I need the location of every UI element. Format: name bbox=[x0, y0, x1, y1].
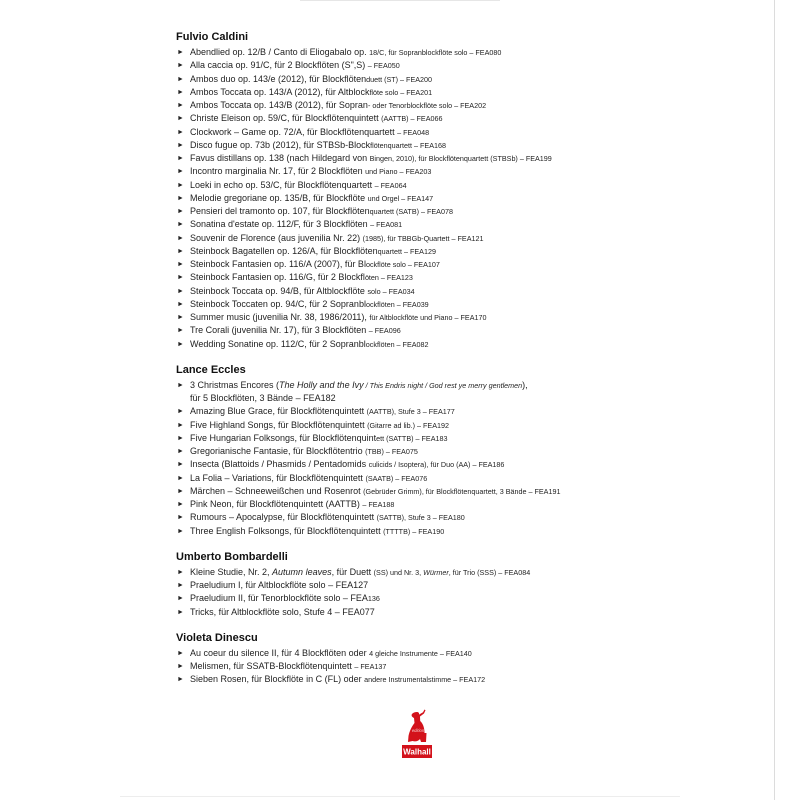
work-text: The Holly and the Ivy bbox=[279, 379, 364, 390]
work-item bbox=[176, 498, 766, 511]
work-item bbox=[176, 566, 766, 579]
work-text: Five Hungarian Folksongs, für Blockflötenquint bbox=[190, 432, 377, 443]
work-text: culicids / Isoptera), für Duo (AA) – FEA186 bbox=[368, 460, 505, 470]
work-text: öten – FEA123 bbox=[364, 273, 413, 283]
work-item bbox=[176, 311, 766, 324]
work-text: Steinbock Bagatellen op. 126/A, für Blockflöten bbox=[190, 245, 378, 256]
work-text: Praeludium II, für Tenorblockflöte solo – FEA bbox=[190, 593, 368, 604]
work-text: für Altblockflöte und Piano – FEA170 bbox=[369, 313, 487, 322]
work-item bbox=[176, 165, 766, 178]
work-text: (SS) und Nr. 3, bbox=[373, 567, 424, 577]
work-text: (SAATB) – FEA076 bbox=[365, 473, 428, 483]
logo-wordmark: Walhall bbox=[403, 747, 431, 757]
work-item bbox=[176, 405, 766, 418]
work-item bbox=[176, 525, 766, 538]
bullet-arrow-icon: ► bbox=[177, 234, 184, 242]
work-item bbox=[176, 59, 766, 72]
bullet-arrow-icon: ► bbox=[177, 461, 184, 469]
work-item bbox=[176, 245, 766, 258]
work-text: ett (SATTB) – FEA183 bbox=[376, 433, 448, 443]
work-text: flötenquartett – FEA168 bbox=[370, 140, 447, 150]
bullet-arrow-icon: ► bbox=[177, 514, 184, 522]
bullet-arrow-icon: ► bbox=[177, 155, 184, 162]
work-text: Kleine Studie, Nr. 2, bbox=[190, 566, 273, 577]
work-text: 136 bbox=[367, 594, 380, 604]
work-text: Autumn leaves bbox=[272, 566, 332, 577]
work-text: 3 Christmas Encores ( bbox=[190, 379, 280, 390]
bullet-arrow-icon: ► bbox=[177, 527, 184, 535]
work-item bbox=[176, 139, 766, 152]
bullet-arrow-icon: ► bbox=[177, 62, 184, 70]
bullet-arrow-icon: ► bbox=[177, 340, 184, 348]
work-item bbox=[176, 419, 766, 432]
work-item bbox=[176, 46, 766, 59]
works-list bbox=[176, 46, 766, 351]
bullet-arrow-icon: ► bbox=[177, 663, 184, 670]
bullet-arrow-icon: ► bbox=[177, 128, 184, 136]
work-text: (Gebrüder Grimm), für Blockflötenquartett, 3 Bände – FEA191 bbox=[363, 486, 561, 496]
bullet-arrow-icon: ► bbox=[177, 168, 184, 176]
composer-section bbox=[176, 631, 766, 687]
work-text: Sonatina d'estate op. 112/F, für 3 Blockflöten bbox=[190, 219, 371, 230]
bullet-arrow-icon: ► bbox=[177, 115, 184, 123]
work-text: Sieben Rosen, für Blockflöte in C (FL) oder bbox=[190, 674, 365, 685]
logo-edition-text: edition bbox=[411, 728, 425, 733]
work-text: Rumours – Apocalypse, für Blockflötenquintett bbox=[190, 512, 377, 523]
work-text: ), bbox=[522, 379, 528, 390]
composer-name: Lance Eccles bbox=[176, 363, 246, 376]
work-item bbox=[176, 73, 766, 86]
work-item bbox=[176, 258, 766, 271]
bullet-arrow-icon: ► bbox=[177, 314, 184, 321]
work-item bbox=[176, 232, 766, 245]
work-item bbox=[176, 205, 766, 218]
work-item bbox=[176, 112, 766, 125]
work-text: duett (ST) – FEA200 bbox=[366, 74, 433, 84]
work-text: solo – FEA034 bbox=[367, 286, 415, 296]
work-text: Insecta (Blattoids / Phasmids / Pentadomids bbox=[190, 459, 369, 470]
work-text: Melodie gregoriane op. 135/B, für Blockflöte bbox=[190, 192, 368, 203]
bullet-arrow-icon: ► bbox=[177, 181, 184, 189]
bullet-arrow-icon: ► bbox=[177, 261, 184, 268]
work-text: Disco fugue op. 73b (2012), für STBSb-Block bbox=[190, 139, 371, 150]
work-text: - oder Tenorblockflöte solo – FEA202 bbox=[367, 101, 487, 110]
work-item bbox=[176, 511, 766, 524]
work-text: Bingen, 2010), für Blockflötenquartett (STBSb) – FEA199 bbox=[369, 154, 552, 163]
work-text: Pink Neon, für Blockflötenquintett (AATTB) bbox=[190, 499, 363, 509]
page-edge bbox=[774, 0, 775, 800]
work-item bbox=[176, 218, 766, 231]
work-text: – FEA064 bbox=[374, 180, 407, 190]
bullet-arrow-icon: ► bbox=[177, 287, 184, 295]
composer-name: Umberto Bombardelli bbox=[176, 550, 288, 563]
work-text: Praeludium I, für Altblockflöte solo – FEA127 bbox=[190, 580, 369, 590]
bullet-arrow-icon: ► bbox=[177, 582, 184, 589]
work-text: Melismen, für SSATB-Blockflötenquintett bbox=[190, 661, 355, 671]
bullet-arrow-icon: ► bbox=[177, 421, 184, 429]
bullet-arrow-icon: ► bbox=[177, 487, 184, 495]
work-text: quartett (SATB) – FEA078 bbox=[369, 207, 453, 216]
work-text: flöte solo – FEA201 bbox=[369, 87, 433, 97]
work-text: ockflöten – FEA082 bbox=[365, 339, 429, 349]
work-text: – FEA096 bbox=[368, 326, 401, 336]
work-text: 4 gleiche Instrumente – FEA140 bbox=[369, 648, 472, 658]
work-text: , für Duett bbox=[331, 566, 374, 577]
work-item bbox=[176, 324, 766, 337]
work-item bbox=[176, 126, 766, 139]
work-item bbox=[176, 99, 766, 112]
work-text: , für Trio (SSS) – FEA084 bbox=[448, 567, 531, 577]
bullet-arrow-icon: ► bbox=[177, 300, 184, 308]
work-text: / This Endris night / God rest ye merry gentlemen bbox=[363, 380, 523, 390]
bullet-arrow-icon: ► bbox=[177, 221, 184, 229]
work-text: Steinbock Fantasien op. 116/G, für 2 Blockfl bbox=[190, 272, 365, 283]
work-text: Loeki in echo op. 53/C, für Blockflötenquartett bbox=[190, 179, 375, 190]
bullet-arrow-icon: ► bbox=[177, 434, 184, 442]
work-text: Abendlied op. 12/B / Canto di Eliogabalo op. bbox=[190, 47, 370, 57]
work-text: und Orgel – FEA147 bbox=[367, 193, 434, 203]
work-item bbox=[176, 592, 766, 605]
bullet-arrow-icon: ► bbox=[177, 408, 184, 416]
work-text: La Folia – Variations, für Blockflötenquintett bbox=[190, 472, 366, 483]
composer-name: Fulvio Caldini bbox=[176, 31, 249, 43]
work-text: Wedding Sonatine op. 112/C, für 2 Sopranbl bbox=[190, 338, 366, 349]
work-item bbox=[176, 298, 766, 311]
work-item bbox=[176, 86, 766, 99]
work-text: Steinbock Toccaten op. 94/C, für 2 Sopranbl bbox=[190, 298, 366, 309]
bullet-arrow-icon: ► bbox=[177, 381, 184, 389]
work-item bbox=[176, 285, 766, 298]
bullet-arrow-icon: ► bbox=[177, 474, 184, 482]
bullet-arrow-icon: ► bbox=[177, 247, 184, 255]
work-text: Amazing Blue Grace, für Blockflötenquintett bbox=[190, 406, 367, 417]
bullet-arrow-icon: ► bbox=[177, 448, 184, 455]
work-text: (1985), für TBBGb-Quartett – FEA121 bbox=[362, 233, 484, 243]
work-item bbox=[176, 338, 766, 351]
work-item bbox=[176, 485, 766, 498]
work-text: (Gitarre ad lib.) – FEA192 bbox=[367, 420, 450, 430]
bullet-arrow-icon: ► bbox=[177, 274, 184, 282]
bullet-arrow-icon: ► bbox=[177, 595, 184, 603]
bullet-arrow-icon: ► bbox=[177, 501, 184, 508]
work-text: – FEA188 bbox=[362, 500, 395, 509]
work-text: Pensieri del tramonto op. 107, für Blockflöten bbox=[190, 206, 370, 216]
work-text: Gregorianische Fantasie, für Blockflötentrio bbox=[190, 446, 366, 456]
top-rule bbox=[300, 0, 500, 1]
work-text: Clockwork – Game op. 72/A, für Blockflötenquartett bbox=[190, 126, 398, 137]
bullet-arrow-icon: ► bbox=[177, 141, 184, 149]
works-list bbox=[176, 647, 766, 687]
bullet-arrow-icon: ► bbox=[177, 327, 184, 335]
work-text: Steinbock Fantasien op. 116/A (2007), für Bl bbox=[190, 259, 366, 269]
work-item bbox=[176, 606, 766, 619]
work-text: (SATTB), Stufe 3 – FEA180 bbox=[376, 513, 465, 523]
work-item bbox=[176, 472, 766, 485]
work-text: Alla caccia op. 91/C, für 2 Blockflöten (S",S) bbox=[190, 60, 368, 71]
work-item bbox=[176, 271, 766, 284]
walhall-logo bbox=[402, 706, 432, 766]
work-text: Steinbock Toccata op. 94/B, für Altblockflöte bbox=[190, 285, 368, 296]
composer-name: Violeta Dinescu bbox=[176, 631, 258, 644]
bullet-arrow-icon: ► bbox=[177, 49, 184, 56]
composer-section bbox=[176, 550, 766, 619]
composer-section bbox=[176, 363, 766, 538]
work-text: Tricks, für Altblockflöte solo, Stufe 4 – FEA077 bbox=[190, 606, 375, 617]
work-item bbox=[176, 152, 766, 165]
work-item bbox=[176, 179, 766, 192]
logo-figure-shape bbox=[408, 710, 427, 743]
bullet-arrow-icon: ► bbox=[177, 75, 184, 83]
work-text: (TBB) – FEA075 bbox=[365, 447, 418, 456]
work-text: Ambos Toccata op. 143/B (2012), für Sopran bbox=[190, 100, 368, 110]
work-text: Ambos duo op. 143/e (2012), für Blockflöten bbox=[190, 73, 367, 84]
work-text: Au coeur du silence II, für 4 Blockflöten oder bbox=[190, 647, 370, 658]
work-text: (AATTB) – FEA066 bbox=[381, 114, 443, 124]
composer-section bbox=[176, 30, 766, 351]
work-text: – FEA081 bbox=[370, 220, 403, 230]
work-item bbox=[176, 445, 766, 458]
catalog-content bbox=[176, 30, 766, 687]
bullet-arrow-icon: ► bbox=[177, 568, 184, 576]
works-list bbox=[176, 379, 766, 538]
work-item bbox=[176, 379, 766, 406]
work-text: – FEA137 bbox=[354, 662, 387, 671]
work-text: Summer music (juvenilia Nr. 38, 1986/2011), bbox=[190, 312, 370, 322]
work-text: ockflöten – FEA039 bbox=[365, 299, 429, 309]
bullet-arrow-icon: ► bbox=[177, 88, 184, 96]
bullet-arrow-icon: ► bbox=[177, 676, 184, 684]
bullet-arrow-icon: ► bbox=[177, 102, 184, 109]
works-list bbox=[176, 566, 766, 619]
work-text: Christe Eleison op. 59/C, für Blockflötenquintett bbox=[190, 113, 382, 124]
bullet-arrow-icon: ► bbox=[177, 608, 184, 616]
bullet-arrow-icon: ► bbox=[177, 208, 184, 215]
work-text: ockflöte solo – FEA107 bbox=[365, 260, 440, 269]
work-text: – FEA050 bbox=[367, 61, 400, 71]
work-item bbox=[176, 579, 766, 592]
work-text: (AATTB), Stufe 3 – FEA177 bbox=[366, 407, 455, 417]
work-text: – FEA048 bbox=[397, 127, 430, 137]
work-item bbox=[176, 192, 766, 205]
work-text: andere Instrumentalstimme – FEA172 bbox=[364, 675, 486, 685]
work-item bbox=[176, 647, 766, 660]
work-text: Märchen – Schneeweißchen und Rosenrot bbox=[190, 485, 364, 496]
work-item bbox=[176, 660, 766, 673]
work-text: (TTTTB) – FEA190 bbox=[383, 526, 445, 536]
work-item bbox=[176, 432, 766, 445]
work-text: Souvenir de Florence (aus juvenilia Nr. 22) bbox=[190, 232, 363, 243]
work-text: quartett – FEA129 bbox=[377, 246, 436, 256]
bullet-arrow-icon: ► bbox=[177, 194, 184, 202]
work-text-continuation: für 5 Blockflöten, 3 Bände – FEA182 bbox=[190, 393, 336, 403]
work-text: 18/C, für Sopranblockflöte solo – FEA080 bbox=[369, 48, 502, 57]
work-text: Würmer bbox=[423, 567, 449, 577]
work-text: Tre Corali (juvenilia Nr. 17), für 3 Blockflöten bbox=[190, 325, 369, 336]
work-text: Five Highland Songs, für Blockflötenquintett bbox=[190, 419, 368, 430]
work-item bbox=[176, 458, 766, 471]
bottom-rule bbox=[120, 796, 680, 797]
work-item bbox=[176, 673, 766, 686]
bullet-arrow-icon: ► bbox=[177, 649, 184, 657]
work-text: Three English Folksongs, für Blockflötenquintett bbox=[190, 525, 384, 536]
work-text: Ambos Toccata op. 143/A (2012), für Altblock bbox=[190, 86, 370, 97]
work-text: Incontro marginalia Nr. 17, für 2 Blockflöten bbox=[190, 166, 366, 177]
work-text: und Piano – FEA203 bbox=[365, 167, 432, 177]
work-text: Favus distillans op. 138 (nach Hildegard von bbox=[190, 153, 370, 163]
